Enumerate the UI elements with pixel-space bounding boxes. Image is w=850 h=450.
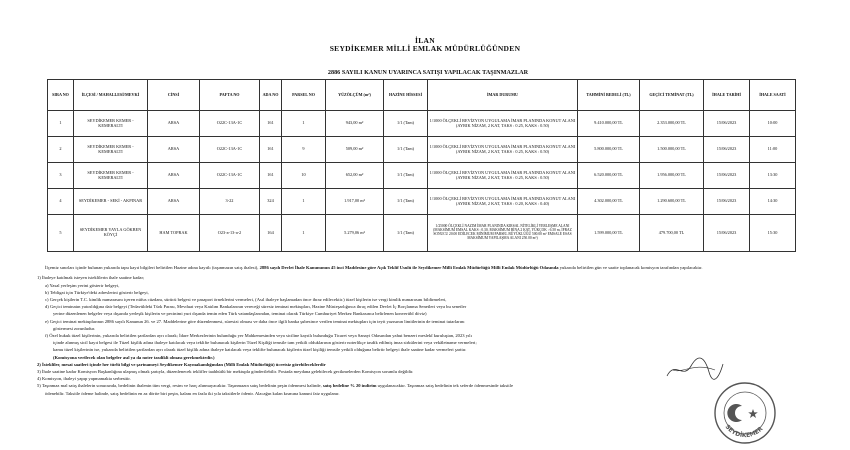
table-header-row — [48, 80, 796, 111]
table-row — [48, 163, 796, 189]
col-header-ilce: İLÇESİ / MAHALLESİ/MEVKİ — [74, 80, 148, 111]
list-item: kamu tüzel kişilerinin ise, yukarıda belirtilen şartlardan ayrı olarak tüzel kişilik adına ihaleye katılacak veya teklifte bulunacak kişilerin tüzel kişiliği temsile yetkili olduğuna belirtir belgeyi ihale saatine kadar vermeleri şarttır. — [53, 347, 467, 353]
cell: 2.353.000,00 TL — [640, 111, 704, 137]
cell: 1/1000 ÖLÇEKLİ REVİZYON UYGULAMA İMAR PLANINDA KONUT ALANI (AYRIK NİZAM, 2 KAT, TAKS : 0.20, KAKS : 0.40) — [428, 189, 578, 215]
cell: 1/1000 ÖLÇEKLİ REVİZYON UYGULAMA İMAR PLANINDA KONUT ALANI (AYRIK NİZAM, 2 KAT, TAKS : 0.25, KAKS : 0.50) — [428, 163, 578, 189]
list-item: (Komisyona verilecek olan belgeler asıl ya da noter tasdikli olması gerekmektedir.) — [53, 354, 215, 360]
intro-end-text: yukarıda belirtilen gün ve saatte toplanacak komisyon tarafından yapılacaktır. — [559, 265, 703, 270]
cell: ARSA — [148, 189, 200, 215]
cell: 1 — [282, 189, 326, 215]
signature-scribble — [665, 356, 725, 382]
cell: 3-22 — [200, 189, 260, 215]
col-header-saat: İHALE SAATİ — [750, 80, 796, 111]
cell: 1/1000 ÖLÇEKLİ REVİZYON UYGULAMA İMAR PLANINDA KONUT ALANI (AYRIK NİZAM, 2 KAT, TAKS : 0.25, KAKS : 0.50) — [428, 137, 578, 163]
office-heading: SEYDİKEMER MİLLİ EMLAK MÜDÜRLÜĞÜNDEN — [329, 44, 521, 53]
cell: 164 — [260, 215, 282, 252]
intro-text: İlçemiz sınırları içinde bulunan yukarıda tapu kayıt bilgileri belirtilen Hazine adına kayıtlı (taşınmazın satış ihalesi), — [45, 265, 259, 270]
cell: 4 — [48, 189, 74, 215]
list-item: d) Geçici teminatın yatırıldığına dair belgeyi (Tedavüldeki Türk Parası, Mevduat veya Katılım Bankalarının vereceği süresiz teminat mektupları, Hazine Müsteşarlığınca ihraç edilen Devlet İç Borçlanma Senetleri veya bu senetler — [45, 304, 467, 310]
col-header-pafta: PAFTA NO — [200, 80, 260, 111]
cell: 13:30 — [750, 163, 796, 189]
cell: 15/06/2023 — [704, 215, 750, 252]
col-header-cinsi: CİNSİ — [148, 80, 200, 111]
item5-end-text: uygulanacaktır. Taşınmaz satış bedelinin tek seferde ödenmesinde taksitle — [377, 383, 513, 389]
cell: SEYDİKEMER KEMER - KEMERALTI — [74, 163, 148, 189]
cell: 943,00 m² — [326, 111, 384, 137]
cell: 11:00 — [750, 137, 796, 163]
cell: 5.279,06 m² — [326, 215, 384, 252]
cell: 479.700,00 TL — [640, 215, 704, 252]
cell: 9.410.000,00 TL — [578, 111, 640, 137]
cell: 161 — [260, 163, 282, 189]
cell: 652,00 m² — [326, 163, 384, 189]
cell: 324 — [260, 189, 282, 215]
cell: 15:30 — [750, 215, 796, 252]
cell: 1.599.000,00 TL — [578, 215, 640, 252]
list-item: 4) Komisyon, ihaleyi yapıp yapmamakta serbesttir. — [37, 376, 131, 382]
list-item: a) Yasal yerleşim yerini gösterir belgeyi, — [45, 282, 120, 288]
cell: ARSA — [148, 137, 200, 163]
cell: 161 — [260, 137, 282, 163]
property-table — [47, 79, 796, 252]
intro-bold-text: 2886 sayılı Devlet İhale Kanununun 45 inci Maddesine göre Açık Teklif Usulü ile Seydikemer Milli Emlak Müdürlüğü Milli Emlak Müdürlüğü Odasında — [259, 265, 559, 270]
cell: O22C-13A-1C — [200, 137, 260, 163]
col-header-ada: ADA NO — [260, 80, 282, 111]
notice-heading: İLAN — [415, 36, 435, 45]
col-header-bedel: TAHMİNİ BEDELİ (TL) — [578, 80, 640, 111]
list-item: 1) İhaleye katılmak isteyen isteklilerin ihale saatine kadar; — [37, 275, 145, 281]
intro-paragraph — [37, 265, 777, 271]
item5-text: 5) Taşınmaz mal satış ihalelerin sonucunda, bedelinin ihalenin tüm vergi, resim ve harç alınmayacaktır. Taşınmazın satış bedelinin peşin ödenmesi halinde, — [37, 383, 322, 389]
cell: O22C-13A-1C — [200, 111, 260, 137]
cell: 1.290.600,00 TL — [640, 189, 704, 215]
table-row — [48, 215, 796, 252]
cell: 1 — [282, 111, 326, 137]
cell: 15/06/2023 — [704, 111, 750, 137]
col-header-yuzolcum: YÜZÖLÇÜM (m²) — [326, 80, 384, 111]
list-item: f) Özel hukuk tüzel kişilerinin, yukarıda belirtilen şartlardan ayrı olarak; İdare Merkezlerinin bulunduğu yer Mahkemesinden veya siciline kayıtlı bulunduğu Ticaret veya Sanayi Odasından yahut benzeri meslekî kuruluştan, 2023 yılı — [45, 333, 472, 339]
list-item: yerine düzenlenen belgeler veya dışarıda yerleşik kişilerin ve pecinimi yurt dışında temin eden Türk vatandaşlarından, teminat olarak Türkiye Cumhuriyet Merkez Bankasınca belirlenen konvertibl döviz) — [53, 311, 427, 317]
cell: 5.800.000,00 TL — [578, 137, 640, 163]
col-header-imar: İMAR DURUMU — [428, 80, 578, 111]
cell: 1.956.000,00 TL — [640, 163, 704, 189]
cell: 1 — [282, 215, 326, 252]
list-item: ödenebilir. Taksitle ödeme halinde, satış bedelinin en az dörtte biri peşin, kalanı en fazla iki yıla taksitlerle ödenir. Alacağın kalan kısmına kanuni faiz uygulanır. — [45, 390, 340, 396]
official-seal-icon — [712, 380, 778, 446]
cell: ARSA — [148, 163, 200, 189]
cell: O22C-13A-1C — [200, 163, 260, 189]
col-header-teminat: GEÇİCİ TEMİNAT (TL) — [640, 80, 704, 111]
list-item: c) Gerçek kişilerin T.C. kimlik numarasını içeren nüfus cüzdanı, sürücü belgesi ve pasaport örneklerini vermeleri, (Asıl ihaleye başlamadan önce ibraz edilecektir.) tüzel kişilerin ise vergi kimlik numarasını bildirmeleri, — [45, 297, 447, 303]
table-caption: 2886 SAYILI KANUN UYARINCA SATIŞI YAPILACAK TAŞINMAZLAR — [327, 69, 529, 76]
cell: 1/1000 ÖLÇEKLİ REVİZYON UYGULAMA İMAR PLANINDA KONUT ALANI (AYRIK NİZAM, 2 KAT, TAKS : 0.25, KAKS : 0.50) — [428, 111, 578, 137]
cell: 161 — [260, 111, 282, 137]
list-item: b) Tebligat için Türkiye'deki adreslerini gösterir belgeyi, — [45, 289, 149, 295]
col-header-tarih: İHALE TARİHİ — [704, 80, 750, 111]
svg-text:SEYDİKEMER — [724, 424, 765, 440]
cell: 10 — [282, 163, 326, 189]
list-item: 3) İhale saatine kadar Komisyon Başkanlığına ulaşmış olmak şartıyla, düzenlenecek teklifler taahhütlü bir mektupla gönderilebilir. Postada meydana gelebilecek gecikmelerden Komisyon sorumlu değildir. — [37, 369, 414, 375]
cell: SEYDİKEMER KEMER - KEMERALTI — [74, 137, 148, 163]
cell: SEYDİKEMER YAYLA GÖKBEN KÖYÇİ — [74, 215, 148, 252]
cell: 1/1 (Tam) — [384, 215, 428, 252]
cell: 6.520.000,00 TL — [578, 163, 640, 189]
cell: 1/25000 ÖLÇEKLİ NAZIM İMAR PLANINDA KIRSAL NİTELİKLİ YERLEŞME ALANI (MAKSİMUM EMSAL KAKS : 0.30, MAKSİMUM BİNA 2 KAT, YÜKÇOK : 6.50 m, İFRAZ SONUCU 20.00 EDİLECEK MİNİMUM PARSEL BÜYÜKLÜĞÜ 500.00 m² EMSALE ESAS MAKSİMUM YAPILAŞMA ALANI 250.00 m²) — [428, 215, 578, 252]
cell: 15/06/2023 — [704, 163, 750, 189]
list-item — [37, 382, 777, 389]
cell: 1.917,00 m² — [326, 189, 384, 215]
cell: SEYDİKEMER - SEKİ - AKPINAR — [74, 189, 148, 215]
cell: 1/1 (Tam) — [384, 163, 428, 189]
list-item: e) Geçici teminat mektuplarının 2886 sayılı Kanunun 26. ve 27. Maddelerine göre düzenlenmesi, süresizi olması ve daha önce ilgili banka şubesince verilen teminat mektupları için teyit yazısının limitlerinin de teminat tutarlarını — [45, 318, 465, 324]
cell: 1/1 (Tam) — [384, 111, 428, 137]
table-row — [48, 137, 796, 163]
table-row — [48, 189, 796, 215]
cell: 2 — [48, 137, 74, 163]
list-item: içinde alınmış sicil kayıt belgesi ile Tüzel kişilik adına ihaleye katılacak veya teklifte bulunacak kişilerin Tüzel Kişiliği temsile tam yetkili olduklarının gösterir noterlikçe tasdik edilmiş imza sirkülerini veya vekâletname vermeleri; — [53, 340, 477, 346]
seal-text: SEYDİKEMER — [723, 423, 765, 440]
item5-bold-text: satış bedeline % 20 indirim — [322, 383, 377, 389]
cell: 14:30 — [750, 189, 796, 215]
cell: 15/06/2023 — [704, 189, 750, 215]
cell: 3 — [48, 163, 74, 189]
col-header-sira: SIRA NO — [48, 80, 74, 111]
list-item: 2) İstekliler, mesai saatleri içinde her türlü bilgi ve şartnameyi Seydikemer Kaymakamlığından (Milli Emlak Müdürlüğü) ücretsiz görebileceklerdir — [37, 361, 326, 367]
cell: 4.302.000,00 TL — [578, 189, 640, 215]
cell: 1/1 (Tam) — [384, 137, 428, 163]
table-row — [48, 111, 796, 137]
cell: 10:00 — [750, 111, 796, 137]
cell: 1.500.000,00 TL — [640, 137, 704, 163]
cell: 9 — [282, 137, 326, 163]
list-item: göstermesi zorunludur. — [53, 325, 96, 331]
cell: 1/1 (Tam) — [384, 189, 428, 215]
cell: 1 — [48, 111, 74, 137]
cell: 15/06/2023 — [704, 137, 750, 163]
cell: 5 — [48, 215, 74, 252]
cell: ARSA — [148, 111, 200, 137]
cell: 509,00 m² — [326, 137, 384, 163]
cell: SEYDİKEMER KEMER - KEMERALTI — [74, 111, 148, 137]
col-header-parsel: PARSEL NO — [282, 80, 326, 111]
cell: O23-a-13-a-2 — [200, 215, 260, 252]
cell: HAM TOPRAK — [148, 215, 200, 252]
col-header-hisse: HAZİNE HİSSESİ — [384, 80, 428, 111]
